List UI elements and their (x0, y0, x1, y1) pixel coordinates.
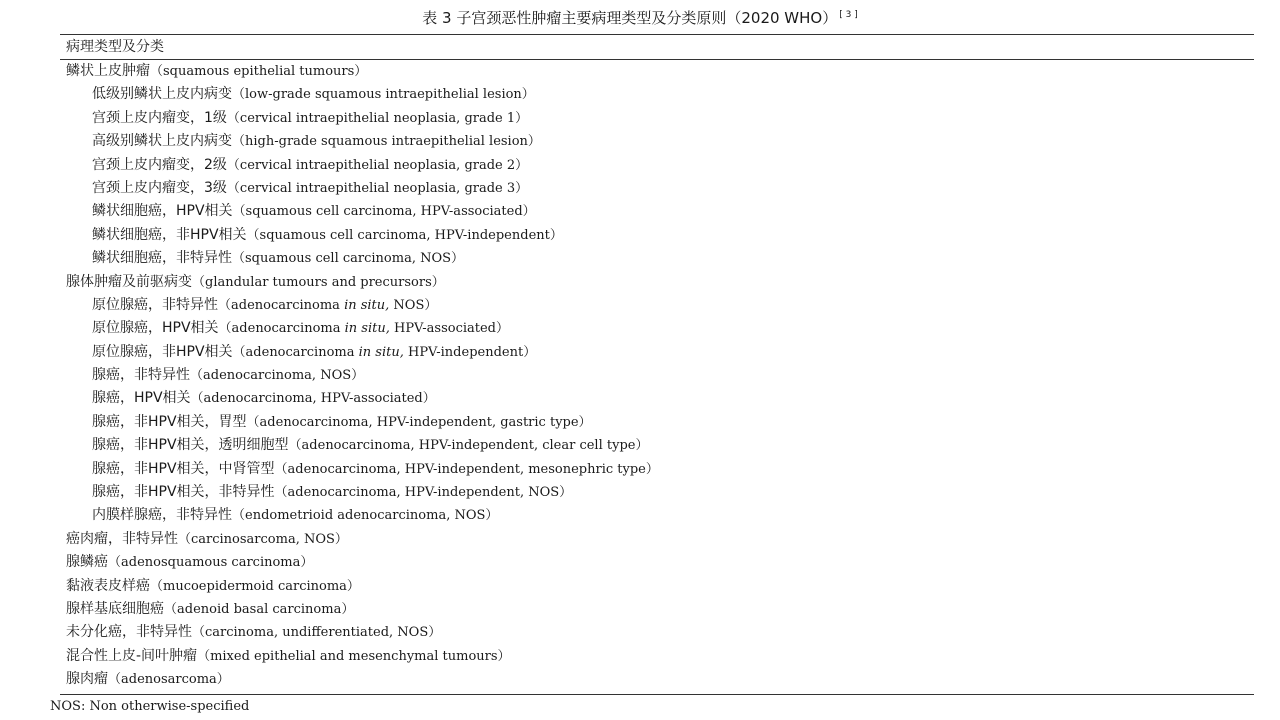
row-chinese-term: 原位腺癌，非HPV相关 (92, 343, 233, 360)
row-english-term: （adenocarcinoma, HPV-independent, clear cell type） (288, 438, 649, 454)
row-chinese-term: 低级别鳞状上皮内病变 (92, 86, 232, 103)
table-top-rule (60, 34, 1254, 35)
row-english-part: （adenocarcinoma (218, 321, 345, 337)
row-english-term: （squamous cell carcinoma, NOS） (232, 251, 465, 267)
row-english-term: （endometrioid adenocarcinoma, NOS） (232, 508, 499, 524)
row-chinese-term: 原位腺癌，非特异性 (92, 296, 218, 313)
table-row (0, 458, 1280, 481)
row-english-italic: in situ, (344, 321, 390, 337)
row-chinese-term: 腺鳞癌 (66, 554, 108, 571)
table-row (0, 551, 1280, 574)
table-row (0, 83, 1280, 106)
table-row (0, 341, 1280, 364)
column-header: 病理类型及分类 (66, 39, 164, 55)
table-row (0, 411, 1280, 434)
row-english-term: （adenosquamous carcinoma） (108, 555, 314, 571)
row-chinese-term: 宫颈上皮内瘤变，1级 (92, 109, 227, 126)
row-english-term (218, 298, 437, 313)
row-english-part: NOS） (389, 297, 438, 313)
row-english-term: （adenocarcinoma, HPV-associated） (190, 391, 436, 407)
row-english-term: （adenocarcinoma, HPV-independent, gastric type） (246, 414, 592, 430)
table-row (0, 224, 1280, 247)
row-chinese-term: 鳞状细胞癌，非HPV相关 (92, 226, 247, 243)
row-chinese-term: 宫颈上皮内瘤变，2级 (92, 156, 227, 173)
row-english-term: （cervical intraepithelial neoplasia, grade 2） (226, 157, 529, 173)
table-bottom-rule (60, 694, 1254, 695)
row-english-term: （adenocarcinoma, HPV-independent, mesonephric type） (274, 461, 659, 477)
table-row (0, 130, 1280, 153)
table-row (0, 575, 1280, 598)
row-chinese-term: 腺癌，非HPV相关，透明细胞型 (92, 437, 289, 454)
row-english-part: HPV-independent） (403, 344, 537, 360)
table-row (0, 598, 1280, 621)
row-english-part: （adenocarcinoma (218, 297, 345, 313)
table-row (0, 504, 1280, 527)
table-row (0, 621, 1280, 644)
row-english-term: （squamous cell carcinoma, HPV-independent） (246, 227, 563, 243)
row-english-term: （cervical intraepithelial neoplasia, grade 1） (226, 110, 529, 126)
table-row (0, 528, 1280, 551)
row-english-term: （adenosarcoma） (108, 672, 230, 688)
table-row (0, 200, 1280, 223)
table-row (0, 177, 1280, 200)
caption-reference: [ 3 ] (839, 10, 858, 20)
row-english-term: （high-grade squamous intraepithelial lesion） (232, 134, 541, 150)
row-english-part: （adenocarcinoma (232, 344, 359, 360)
row-chinese-term: 腺体肿瘤及前驱病变 (66, 273, 192, 290)
row-chinese-term: 腺肉瘤 (66, 671, 108, 688)
row-chinese-term: 腺癌，非特异性 (92, 367, 190, 384)
table-row (0, 481, 1280, 504)
row-english-term: （adenocarcinoma, HPV-independent, NOS） (274, 485, 573, 501)
row-english-term (219, 321, 509, 336)
row-chinese-term: 内膜样腺癌，非特异性 (92, 507, 232, 524)
table-row (0, 271, 1280, 294)
row-chinese-term: 混合性上皮-间叶肿瘤 (66, 647, 198, 664)
row-english-part: HPV-associated） (389, 321, 509, 337)
row-english-term: （mixed epithelial and mesenchymal tumours） (197, 648, 511, 664)
row-chinese-term: 高级别鳞状上皮内病变 (92, 133, 232, 150)
table-row (0, 107, 1280, 130)
row-chinese-term: 黏液表皮样癌 (66, 577, 150, 594)
row-english-term: （carcinosarcoma, NOS） (178, 531, 348, 547)
row-english-term: （carcinoma, undifferentiated, NOS） (192, 625, 442, 641)
row-english-term: （squamous cell carcinoma, HPV-associated） (232, 204, 536, 220)
row-chinese-term: 宫颈上皮内瘤变，3级 (92, 179, 227, 196)
row-chinese-term: 鳞状细胞癌，HPV相关 (92, 203, 233, 220)
row-english-term: （low-grade squamous intraepithelial lesion） (232, 87, 535, 103)
row-chinese-term: 腺癌，HPV相关 (92, 390, 191, 407)
row-chinese-term: 原位腺癌，HPV相关 (92, 320, 219, 337)
row-chinese-term: 癌肉瘤，非特异性 (66, 530, 178, 547)
table-caption (0, 7, 1280, 29)
row-english-italic: in situ, (358, 344, 404, 360)
row-chinese-term: 鳞状上皮肿瘤 (66, 63, 150, 79)
row-chinese-term: 腺癌，非HPV相关，非特异性 (92, 484, 275, 501)
table-row (0, 364, 1280, 387)
table-row (0, 387, 1280, 410)
table-row (0, 434, 1280, 457)
table-body (0, 60, 1280, 692)
row-english-term: （squamous epithelial tumours） (150, 64, 368, 79)
table-row (0, 294, 1280, 317)
caption-text: 表 3 子宫颈恶性肿瘤主要病理类型及分类原则（2020 WHO） (422, 9, 838, 27)
row-english-term: （adenoid basal carcinoma） (164, 601, 355, 617)
table-footnote: NOS: Non otherwise-specified (50, 699, 250, 714)
row-english-term: （glandular tumours and precursors） (192, 274, 445, 290)
row-english-term: （adenocarcinoma, NOS） (190, 368, 365, 384)
row-english-term (233, 345, 537, 360)
row-english-term: （cervical intraepithelial neoplasia, grade 3） (226, 180, 529, 196)
row-chinese-term: 腺癌，非HPV相关，胃型 (92, 413, 247, 430)
row-chinese-term: 腺样基底细胞癌 (66, 600, 164, 617)
table-row (0, 645, 1280, 668)
row-chinese-term: 腺癌，非HPV相关，中肾管型 (92, 460, 275, 477)
table-row (0, 247, 1280, 270)
table-row (0, 668, 1280, 691)
row-chinese-term: 未分化癌，非特异性 (66, 624, 192, 641)
row-english-term: （mucoepidermoid carcinoma） (150, 578, 360, 594)
row-english-italic: in situ, (344, 297, 390, 313)
table-row (0, 154, 1280, 177)
table-row (0, 317, 1280, 340)
row-chinese-term: 鳞状细胞癌，非特异性 (92, 250, 232, 267)
table-row (0, 60, 1280, 83)
